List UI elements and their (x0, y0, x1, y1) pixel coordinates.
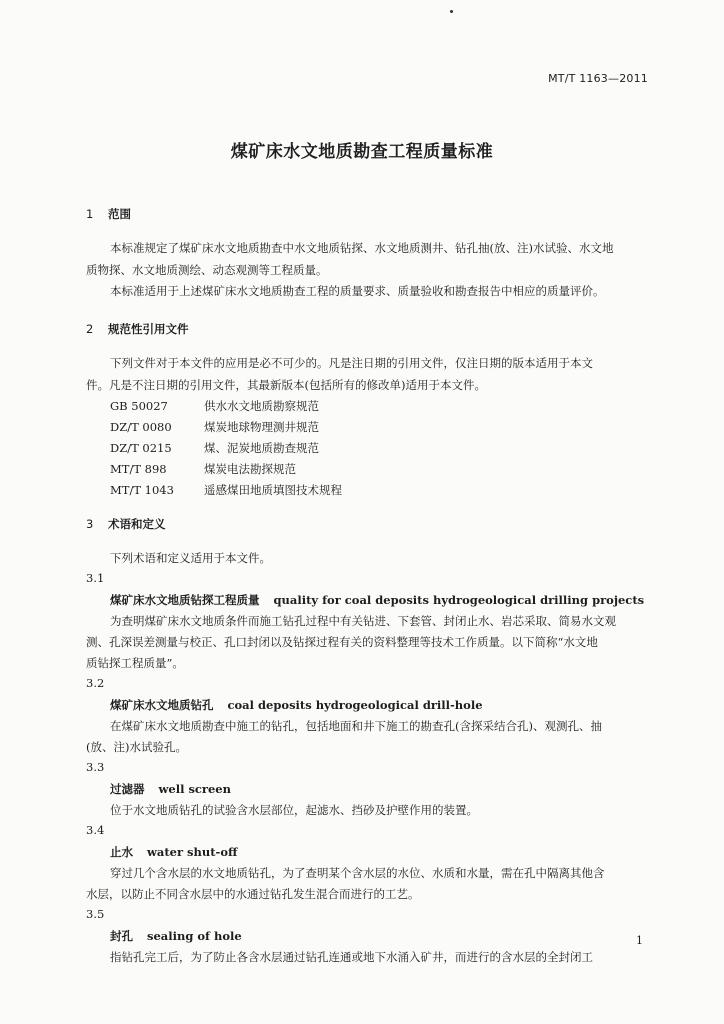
section-title: 规范性引用文件 (108, 322, 189, 336)
definition-line: 在煤矿床水文地质勘查中施工的钻孔，包括地面和井下施工的勘查孔(含探采结合孔)、观测孔、抽 (110, 719, 602, 733)
reference-name: 煤炭地球物理测井规范 (204, 420, 319, 434)
definition-line: 质钻探工程质量”。 (86, 656, 184, 670)
term-heading (110, 592, 644, 608)
term-number: 3.3 (86, 760, 105, 774)
paragraph-line: 下列文件对于本文件的应用是必不可少的。凡是注日期的引用文件，仅注日期的版本适用于本文 (110, 356, 593, 370)
term-heading (110, 844, 237, 860)
term-zh: 过滤器 (110, 782, 145, 796)
document-title: 煤矿床水文地质勘查工程质量标准 (230, 142, 494, 162)
term-number: 3.2 (86, 676, 105, 690)
section-number: 3 (86, 517, 94, 531)
section-3-heading (86, 516, 166, 532)
reference-code: GB 50027 (110, 399, 168, 413)
term-zh: 封孔 (110, 929, 133, 943)
section-1-heading (86, 206, 131, 222)
reference-code: DZ/T 0080 (110, 420, 172, 434)
section-number: 1 (86, 207, 94, 221)
paragraph-line: 质物探、水文地质测绘、动态观测等工程质量。 (86, 263, 328, 277)
reference-item (110, 440, 319, 456)
term-heading (110, 928, 242, 944)
definition-line: 测、孔深误差测量与校正、孔口封闭以及钻探过程有关的资料整理等技术工作质量。以下简称“水文地 (86, 635, 598, 649)
term-heading (110, 697, 483, 713)
term-number: 3.4 (86, 823, 105, 837)
section-number: 2 (86, 322, 94, 336)
term-en: sealing of hole (147, 929, 242, 943)
reference-item (110, 419, 319, 435)
reference-code: MT/T 898 (110, 462, 167, 476)
reference-item (110, 398, 319, 414)
reference-item (110, 482, 342, 498)
reference-name: 煤炭电法勘探规范 (204, 462, 296, 476)
definition-line: 指钻孔完工后，为了防止各含水层通过钻孔连通或地下水涌入矿井，而进行的含水层的全封闭工 (110, 950, 593, 964)
term-number: 3.1 (86, 571, 105, 585)
term-zh: 止水 (110, 845, 133, 859)
definition-line: 穿过几个含水层的水文地质钻孔，为了查明某个含水层的水位、水质和水量，需在孔中隔离其他含 (110, 866, 605, 880)
reference-name: 遥感煤田地质填图技术规程 (204, 483, 342, 497)
paragraph-line: 下列术语和定义适用于本文件。 (110, 551, 271, 565)
reference-name: 供水水文地质勘察规范 (204, 399, 319, 413)
page-number: 1 (636, 934, 643, 947)
term-number: 3.5 (86, 907, 105, 921)
paragraph-line: 件。凡是不注日期的引用文件，其最新版本(包括所有的修改单)适用于本文件。 (86, 378, 486, 392)
term-en: coal deposits hydrogeological drill-hole (227, 698, 483, 712)
section-2-heading (86, 321, 189, 337)
standard-code: MT/T 1163—2011 (548, 72, 648, 85)
term-zh: 煤矿床水文地质钻探工程质量 (110, 593, 260, 607)
definition-line: (放、注)水试验孔。 (86, 740, 187, 754)
term-heading (110, 781, 231, 797)
section-title: 术语和定义 (108, 517, 166, 531)
reference-code: MT/T 1043 (110, 483, 174, 497)
definition-line: 水层，以防止不同含水层中的水通过钻孔发生混合而进行的工艺。 (86, 887, 420, 901)
paragraph-line: 本标准规定了煤矿床水文地质勘查中水文地质钻探、水文地质测井、钻孔抽(放、注)水试验、水文地 (110, 241, 614, 255)
section-title: 范围 (108, 207, 131, 221)
paragraph-line: 本标准适用于上述煤矿床水文地质勘查工程的质量要求、质量验收和勘查报告中相应的质量评价。 (110, 284, 605, 298)
scan-mark (450, 10, 453, 13)
reference-name: 煤、泥炭地质勘查规范 (204, 441, 319, 455)
term-zh: 煤矿床水文地质钻孔 (110, 698, 214, 712)
term-en: quality for coal deposits hydrogeological drilling projects (273, 593, 645, 607)
definition-line: 为查明煤矿床水文地质条件而施工钻孔过程中有关钻进、下套管、封闭止水、岩芯采取、简易水文观 (110, 614, 616, 628)
term-en: water shut-off (147, 845, 238, 859)
reference-code: DZ/T 0215 (110, 441, 172, 455)
definition-line: 位于水文地质钻孔的试验含水层部位，起滤水、挡砂及护壁作用的装置。 (110, 803, 478, 817)
reference-item (110, 461, 296, 477)
term-en: well screen (158, 782, 231, 796)
